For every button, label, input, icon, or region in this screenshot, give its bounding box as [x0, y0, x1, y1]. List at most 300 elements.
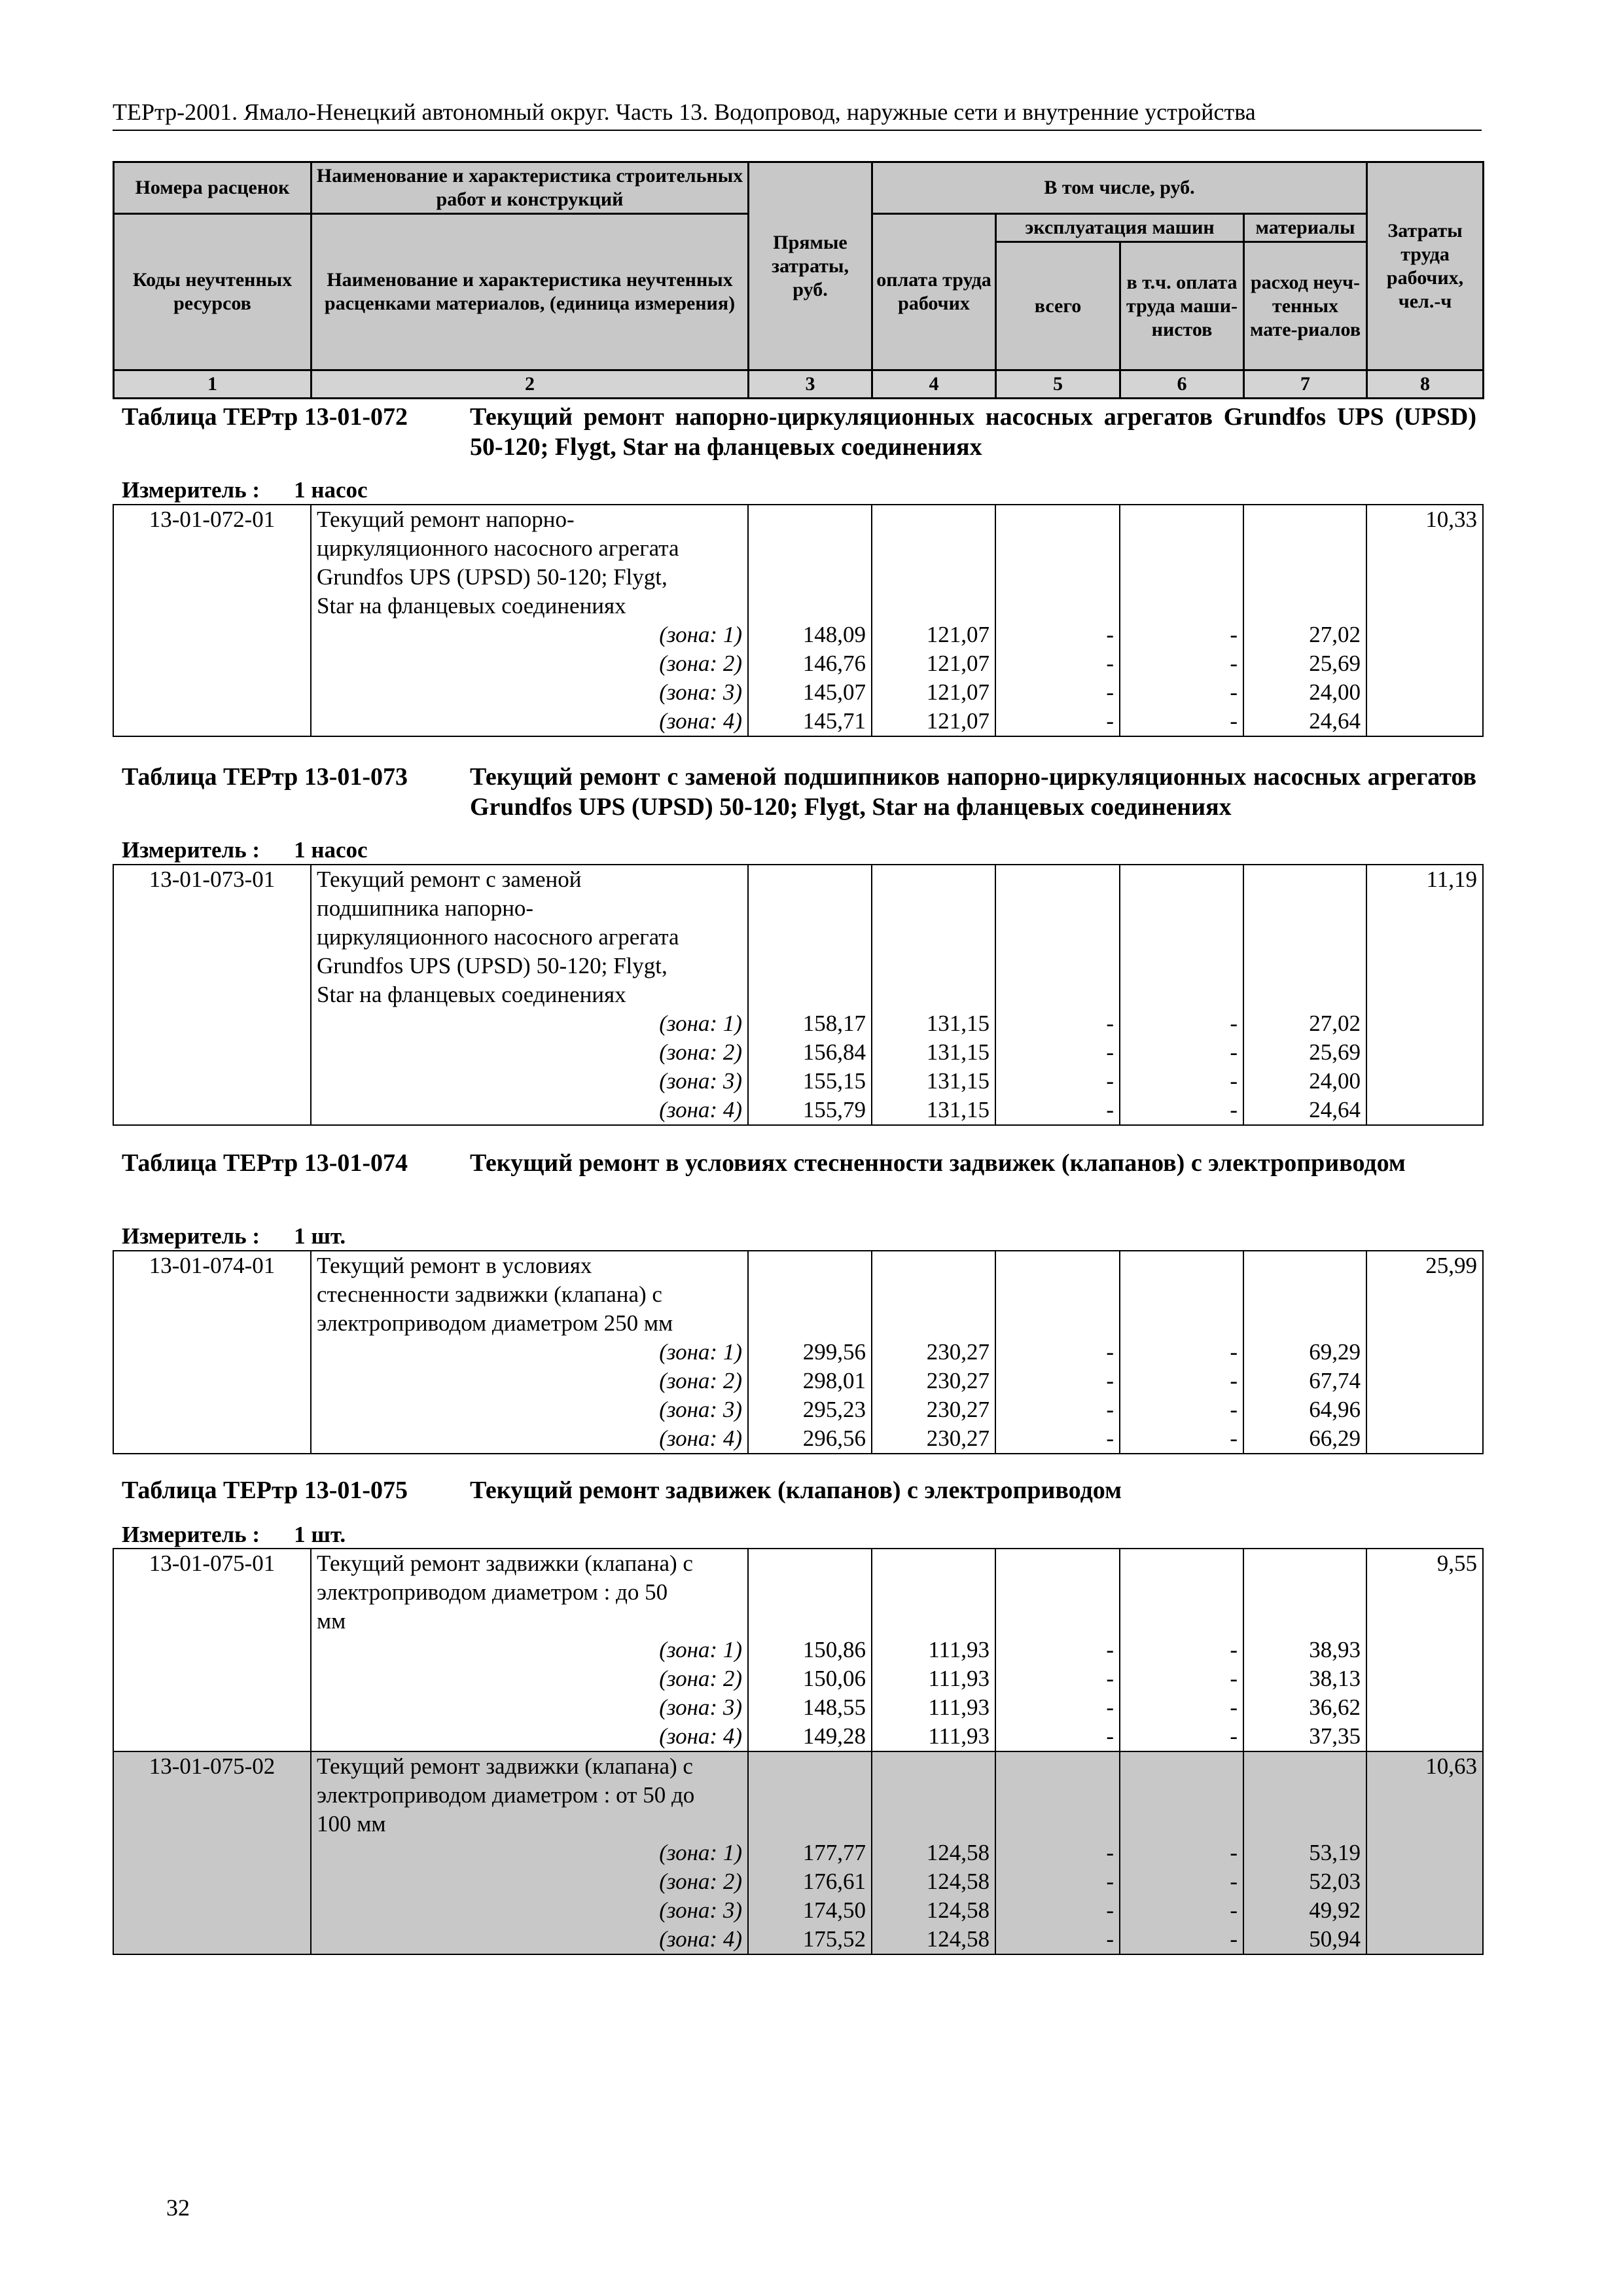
labor-cost: 9,55: [1366, 1549, 1483, 1578]
rate-code-cell: [113, 1096, 311, 1125]
rate-code-cell: [113, 1395, 311, 1424]
machinist-wage: -: [1120, 1896, 1243, 1925]
empty-cell: [1366, 1338, 1483, 1367]
empty-cell: [748, 505, 872, 534]
table-row: [113, 894, 1483, 923]
table-title: Текущий ремонт напорно-циркуляционных насосных агрегатов Grundfos UPS (UPSD) 50-120; Flygt, Star на фланцевых соединениях: [470, 403, 1476, 461]
machines-cost: -: [995, 1839, 1120, 1867]
table-row: [113, 1664, 1483, 1693]
table-row: [113, 1395, 1483, 1424]
table-row: [113, 1578, 1483, 1607]
rate-code-cell: [113, 563, 311, 592]
table-row: [113, 707, 1483, 736]
rates-table: [113, 864, 1484, 1126]
materials-cost: 24,64: [1243, 707, 1366, 736]
direct-cost: 150,06: [748, 1664, 872, 1693]
empty-cell: [872, 952, 995, 980]
table-row: [113, 1810, 1483, 1839]
table-row: [113, 1424, 1483, 1454]
rate-code-cell: [113, 1925, 311, 1954]
empty-cell: [872, 1578, 995, 1607]
table-title: Текущий ремонт с заменой подшипников напорно-циркуляционных насосных агрегатов Grundfos UPS (UPSD) 50-120; Flygt, Star на фланцевых соединениях: [470, 763, 1476, 821]
table-row: [113, 649, 1483, 678]
machinist-wage: -: [1120, 1867, 1243, 1896]
empty-cell: [872, 1607, 995, 1636]
rate-code-cell: [113, 620, 311, 649]
zone-label: (зона: 4): [311, 1925, 748, 1954]
direct-cost: 177,77: [748, 1839, 872, 1867]
machines-cost: -: [995, 1096, 1120, 1125]
rates-table: [113, 1250, 1484, 1454]
direct-cost: 156,84: [748, 1038, 872, 1067]
machines-cost: -: [995, 1925, 1120, 1954]
machines-cost: -: [995, 1896, 1120, 1925]
empty-cell: [1243, 865, 1366, 894]
table-row: [113, 1038, 1483, 1067]
empty-cell: [1120, 865, 1243, 894]
empty-cell: [1243, 980, 1366, 1009]
materials-cost: 66,29: [1243, 1424, 1366, 1454]
empty-cell: [1366, 1280, 1483, 1309]
table-row: [113, 1867, 1483, 1896]
zone-label: (зона: 3): [311, 1896, 748, 1925]
header-machines-total: всего: [996, 242, 1120, 370]
table-code: Таблица ТЕРтр 13-01-074: [122, 1149, 408, 1177]
header-machines: эксплуатация машин: [996, 214, 1244, 242]
wage-cost: 111,93: [872, 1693, 995, 1722]
rate-code-cell: [113, 1810, 311, 1839]
empty-cell: [1120, 923, 1243, 952]
table-row: [113, 1751, 1483, 1781]
materials-cost: 24,00: [1243, 1067, 1366, 1096]
table-row: [113, 1896, 1483, 1925]
materials-cost: 50,94: [1243, 1925, 1366, 1954]
zone-label: (зона: 4): [311, 1096, 748, 1125]
machines-cost: -: [995, 1867, 1120, 1896]
empty-cell: [748, 563, 872, 592]
table-row: [113, 592, 1483, 620]
empty-cell: [1120, 952, 1243, 980]
wage-cost: 121,07: [872, 649, 995, 678]
rate-code-cell: [113, 1367, 311, 1395]
rate-description: Текущий ремонт задвижки (клапана) с: [311, 1751, 748, 1781]
empty-cell: [872, 1810, 995, 1839]
table-title: Текущий ремонт в условиях стесненности задвижек (клапанов) с электроприводом: [470, 1149, 1406, 1177]
table-row: [113, 1693, 1483, 1722]
rate-description: циркуляционного насосного агрегата: [311, 923, 748, 952]
machinist-wage: -: [1120, 678, 1243, 707]
empty-cell: [995, 894, 1120, 923]
header-col-number: 7: [1244, 370, 1367, 399]
empty-cell: [872, 592, 995, 620]
empty-cell: [1366, 649, 1483, 678]
table-code: Таблица ТЕРтр 13-01-072: [122, 403, 408, 431]
direct-cost: 158,17: [748, 1009, 872, 1038]
rates-table: [113, 1548, 1484, 1955]
direct-cost: 148,09: [748, 620, 872, 649]
wage-cost: 230,27: [872, 1424, 995, 1454]
empty-cell: [748, 1578, 872, 1607]
empty-cell: [1120, 1810, 1243, 1839]
zone-label: (зона: 3): [311, 678, 748, 707]
rate-code-cell: [113, 1896, 311, 1925]
empty-cell: [872, 1251, 995, 1280]
wage-cost: 230,27: [872, 1338, 995, 1367]
empty-cell: [1243, 1781, 1366, 1810]
rate-code-cell: [113, 707, 311, 736]
rates-table: [113, 504, 1484, 737]
header-machinist-wage: в т.ч. оплата труда маши-нистов: [1120, 242, 1244, 370]
wage-cost: 230,27: [872, 1367, 995, 1395]
rate-code-cell: [113, 1067, 311, 1096]
zone-label: (зона: 1): [311, 1839, 748, 1867]
empty-cell: [995, 1549, 1120, 1578]
direct-cost: 174,50: [748, 1896, 872, 1925]
zone-label: (зона: 1): [311, 1009, 748, 1038]
rate-code-cell: [113, 1038, 311, 1067]
table-row: [113, 865, 1483, 894]
empty-cell: [748, 865, 872, 894]
empty-cell: [872, 1781, 995, 1810]
empty-cell: [1243, 1751, 1366, 1781]
rate-code-cell: [113, 592, 311, 620]
table-title: Текущий ремонт задвижек (клапанов) с электроприводом: [470, 1477, 1122, 1504]
rate-description: электроприводом диаметром : до 50: [311, 1578, 748, 1607]
empty-cell: [1120, 563, 1243, 592]
empty-cell: [995, 505, 1120, 534]
empty-cell: [1366, 1664, 1483, 1693]
rate-code-cell: [113, 1867, 311, 1896]
empty-cell: [748, 1810, 872, 1839]
header-resource-codes: Коды неучтенных ресурсов: [114, 214, 312, 370]
empty-cell: [995, 1309, 1120, 1338]
section-title: [122, 1476, 1476, 1506]
machinist-wage: -: [1120, 620, 1243, 649]
empty-cell: [1366, 678, 1483, 707]
machines-cost: -: [995, 1338, 1120, 1367]
wage-cost: 124,58: [872, 1867, 995, 1896]
empty-cell: [872, 923, 995, 952]
materials-cost: 36,62: [1243, 1693, 1366, 1722]
machines-cost: -: [995, 1693, 1120, 1722]
header-labor: Затраты труда рабочих, чел.-ч: [1367, 162, 1484, 370]
empty-cell: [1120, 1607, 1243, 1636]
rate-code: 13-01-073-01: [113, 865, 311, 894]
rate-code-cell: [113, 1781, 311, 1810]
measure-label: Измеритель :: [122, 837, 260, 863]
rate-code: 13-01-072-01: [113, 505, 311, 534]
machines-cost: -: [995, 1664, 1120, 1693]
header-col-number: 4: [872, 370, 996, 399]
zone-label: (зона: 2): [311, 1664, 748, 1693]
rate-code-cell: [113, 1722, 311, 1751]
table-row: [113, 534, 1483, 563]
rate-code-cell: [113, 534, 311, 563]
empty-cell: [748, 1751, 872, 1781]
rate-code-cell: [113, 980, 311, 1009]
empty-cell: [1243, 1810, 1366, 1839]
empty-cell: [1120, 534, 1243, 563]
empty-cell: [995, 534, 1120, 563]
page-number: 32: [166, 2195, 190, 2221]
machinist-wage: -: [1120, 1395, 1243, 1424]
materials-cost: 64,96: [1243, 1395, 1366, 1424]
empty-cell: [872, 1309, 995, 1338]
empty-cell: [1366, 534, 1483, 563]
empty-cell: [1366, 1896, 1483, 1925]
table-code: Таблица ТЕРтр 13-01-075: [122, 1477, 408, 1504]
empty-cell: [748, 894, 872, 923]
wage-cost: 121,07: [872, 707, 995, 736]
wage-cost: 124,58: [872, 1925, 995, 1954]
materials-cost: 67,74: [1243, 1367, 1366, 1395]
machinist-wage: -: [1120, 1664, 1243, 1693]
empty-cell: [748, 1781, 872, 1810]
empty-cell: [748, 1607, 872, 1636]
machines-cost: -: [995, 1367, 1120, 1395]
rate-code-cell: [113, 1009, 311, 1038]
zone-label: (зона: 4): [311, 707, 748, 736]
empty-cell: [1366, 1722, 1483, 1751]
machinist-wage: -: [1120, 707, 1243, 736]
zone-label: (зона: 2): [311, 1038, 748, 1067]
empty-cell: [1366, 1925, 1483, 1954]
rate-description: Grundfos UPS (UPSD) 50-120; Flygt,: [311, 563, 748, 592]
rate-code-cell: [113, 678, 311, 707]
empty-cell: [872, 534, 995, 563]
empty-cell: [748, 1549, 872, 1578]
section-title: [122, 762, 1476, 822]
header-including: В том числе, руб.: [872, 162, 1367, 214]
column-header-table: [113, 161, 1484, 399]
empty-cell: [748, 980, 872, 1009]
empty-cell: [1243, 1251, 1366, 1280]
rate-description: Текущий ремонт напорно-: [311, 505, 748, 534]
direct-cost: 148,55: [748, 1693, 872, 1722]
machinist-wage: -: [1120, 1338, 1243, 1367]
empty-cell: [1243, 1607, 1366, 1636]
direct-cost: 295,23: [748, 1395, 872, 1424]
wage-cost: 121,07: [872, 678, 995, 707]
direct-cost: 146,76: [748, 649, 872, 678]
table-row: [113, 1722, 1483, 1751]
empty-cell: [1366, 1096, 1483, 1125]
table-row: [113, 1636, 1483, 1664]
wage-cost: 124,58: [872, 1896, 995, 1925]
empty-cell: [748, 1309, 872, 1338]
empty-cell: [995, 1578, 1120, 1607]
rate-code-cell: [113, 923, 311, 952]
zone-label: (зона: 3): [311, 1693, 748, 1722]
empty-cell: [1366, 1781, 1483, 1810]
wage-cost: 230,27: [872, 1395, 995, 1424]
machines-cost: -: [995, 1038, 1120, 1067]
wage-cost: 111,93: [872, 1722, 995, 1751]
labor-cost: 25,99: [1366, 1251, 1483, 1280]
empty-cell: [1243, 1578, 1366, 1607]
empty-cell: [1243, 1280, 1366, 1309]
empty-cell: [1366, 707, 1483, 736]
machines-cost: -: [995, 1067, 1120, 1096]
machines-cost: -: [995, 678, 1120, 707]
machines-cost: -: [995, 1722, 1120, 1751]
zone-label: (зона: 2): [311, 649, 748, 678]
direct-cost: 176,61: [748, 1867, 872, 1896]
empty-cell: [1366, 1578, 1483, 1607]
wage-cost: 131,15: [872, 1096, 995, 1125]
rate-code-cell: [113, 1338, 311, 1367]
rate-description: Текущий ремонт задвижки (клапана) с: [311, 1549, 748, 1578]
rate-code-cell: [113, 1664, 311, 1693]
table-row: [113, 563, 1483, 592]
machines-cost: -: [995, 707, 1120, 736]
zone-label: (зона: 3): [311, 1067, 748, 1096]
rate-code-cell: [113, 649, 311, 678]
materials-cost: 24,64: [1243, 1096, 1366, 1125]
empty-cell: [872, 894, 995, 923]
empty-cell: [1243, 505, 1366, 534]
materials-cost: 52,03: [1243, 1867, 1366, 1896]
zone-label: (зона: 1): [311, 1636, 748, 1664]
empty-cell: [748, 592, 872, 620]
materials-cost: 24,00: [1243, 678, 1366, 707]
empty-cell: [1120, 1309, 1243, 1338]
direct-cost: 145,71: [748, 707, 872, 736]
machines-cost: -: [995, 1009, 1120, 1038]
empty-cell: [1243, 592, 1366, 620]
empty-cell: [1366, 1067, 1483, 1096]
zone-label: (зона: 2): [311, 1367, 748, 1395]
materials-cost: 38,93: [1243, 1636, 1366, 1664]
materials-cost: 69,29: [1243, 1338, 1366, 1367]
empty-cell: [748, 923, 872, 952]
table-row: [113, 1096, 1483, 1125]
empty-cell: [1366, 1839, 1483, 1867]
rate-code: 13-01-074-01: [113, 1251, 311, 1280]
header-materials: материалы: [1244, 214, 1367, 242]
rate-description: электроприводом диаметром : от 50 до: [311, 1781, 748, 1810]
empty-cell: [995, 923, 1120, 952]
rate-description: Текущий ремонт в условиях: [311, 1251, 748, 1280]
table-row: [113, 1839, 1483, 1867]
materials-cost: 27,02: [1243, 1009, 1366, 1038]
table-row: [113, 1251, 1483, 1280]
empty-cell: [1366, 923, 1483, 952]
empty-cell: [748, 1251, 872, 1280]
table-row: [113, 1309, 1483, 1338]
table-row: [113, 952, 1483, 980]
empty-cell: [872, 505, 995, 534]
wage-cost: 131,15: [872, 1038, 995, 1067]
empty-cell: [1243, 894, 1366, 923]
empty-cell: [995, 1607, 1120, 1636]
materials-cost: 38,13: [1243, 1664, 1366, 1693]
rate-code-cell: [113, 1607, 311, 1636]
header-col-number: 1: [114, 370, 312, 399]
direct-cost: 155,79: [748, 1096, 872, 1125]
rate-description: мм: [311, 1607, 748, 1636]
empty-cell: [748, 952, 872, 980]
empty-cell: [1120, 1751, 1243, 1781]
rate-code-cell: [113, 1309, 311, 1338]
machinist-wage: -: [1120, 1722, 1243, 1751]
zone-label: (зона: 2): [311, 1867, 748, 1896]
measure-value: 1 насос: [294, 477, 368, 503]
section-title: [122, 1149, 1476, 1179]
table-code: Таблица ТЕРтр 13-01-073: [122, 763, 408, 791]
materials-cost: 37,35: [1243, 1722, 1366, 1751]
rate-code-cell: [113, 952, 311, 980]
empty-cell: [1120, 592, 1243, 620]
header-col-number: 5: [996, 370, 1120, 399]
header-work-name: Наименование и характеристика строительных работ и конструкций: [312, 162, 749, 214]
header-materials-name: Наименование и характеристика неучтенных расценками материалов, (единица измерения): [312, 214, 749, 370]
table-row: [113, 1781, 1483, 1810]
empty-cell: [1366, 620, 1483, 649]
rate-code: 13-01-075-01: [113, 1549, 311, 1578]
header-col-number: 3: [749, 370, 872, 399]
empty-cell: [995, 1810, 1120, 1839]
wage-cost: 131,15: [872, 1067, 995, 1096]
empty-cell: [1243, 1309, 1366, 1338]
zone-label: (зона: 4): [311, 1722, 748, 1751]
empty-cell: [1366, 1810, 1483, 1839]
measure-value: 1 шт.: [294, 1522, 346, 1547]
machinist-wage: -: [1120, 1636, 1243, 1664]
machinist-wage: -: [1120, 1096, 1243, 1125]
empty-cell: [1243, 534, 1366, 563]
header-col-number: 2: [312, 370, 749, 399]
empty-cell: [995, 865, 1120, 894]
empty-cell: [872, 865, 995, 894]
empty-cell: [872, 1751, 995, 1781]
rate-code-cell: [113, 1636, 311, 1664]
materials-cost: 53,19: [1243, 1839, 1366, 1867]
measure-unit: [122, 1223, 346, 1249]
direct-cost: 296,56: [748, 1424, 872, 1454]
wage-cost: 131,15: [872, 1009, 995, 1038]
rate-code-cell: [113, 894, 311, 923]
table-row: [113, 1280, 1483, 1309]
machines-cost: -: [995, 1395, 1120, 1424]
empty-cell: [1120, 980, 1243, 1009]
rate-code-cell: [113, 1424, 311, 1454]
machinist-wage: -: [1120, 649, 1243, 678]
rate-description: электроприводом диаметром 250 мм: [311, 1309, 748, 1338]
section-title: [122, 403, 1476, 462]
empty-cell: [1366, 1309, 1483, 1338]
empty-cell: [1243, 563, 1366, 592]
rate-description: 100 мм: [311, 1810, 748, 1839]
table-row: [113, 1549, 1483, 1578]
measure-value: 1 насос: [294, 837, 368, 863]
rate-description: Star на фланцевых соединениях: [311, 592, 748, 620]
empty-cell: [1366, 1367, 1483, 1395]
empty-cell: [872, 1280, 995, 1309]
empty-cell: [1366, 1636, 1483, 1664]
empty-cell: [995, 1781, 1120, 1810]
rate-code-cell: [113, 1578, 311, 1607]
empty-cell: [1366, 1009, 1483, 1038]
machinist-wage: -: [1120, 1925, 1243, 1954]
measure-unit: [122, 837, 368, 863]
rate-description: стесненности задвижки (клапана) с: [311, 1280, 748, 1309]
materials-cost: 49,92: [1243, 1896, 1366, 1925]
empty-cell: [1120, 505, 1243, 534]
empty-cell: [1120, 1549, 1243, 1578]
zone-label: (зона: 1): [311, 620, 748, 649]
table-row: [113, 678, 1483, 707]
